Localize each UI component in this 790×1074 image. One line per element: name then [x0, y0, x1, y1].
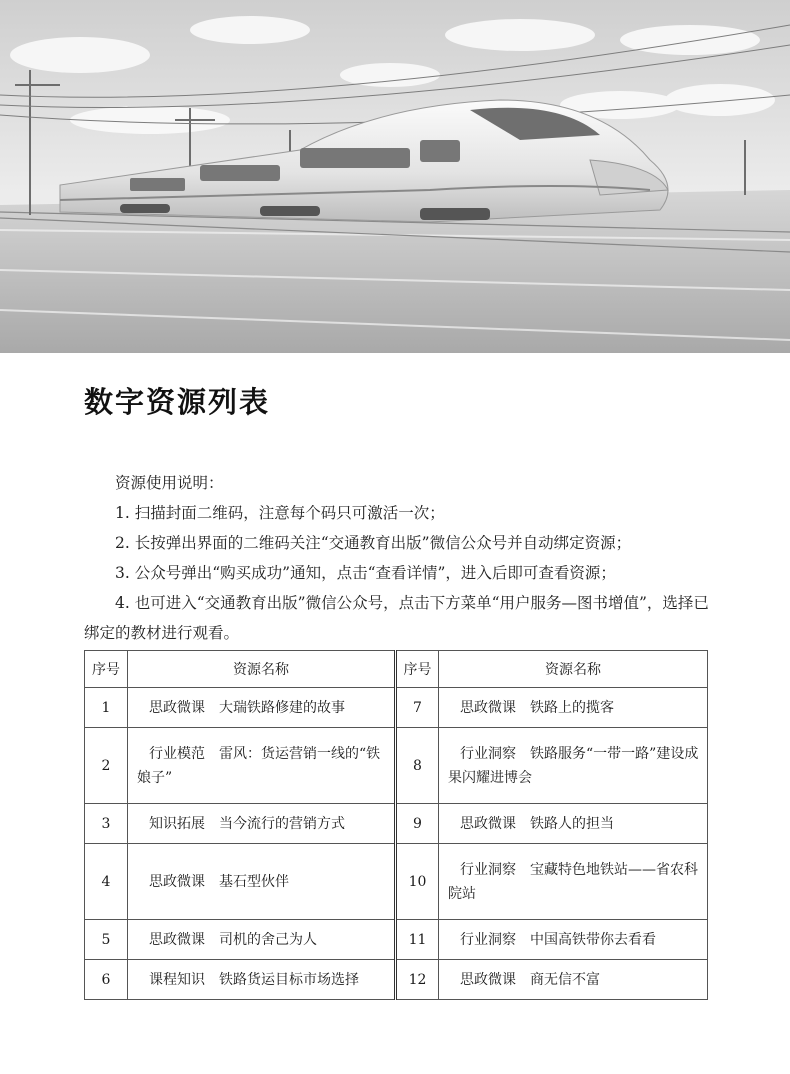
resource-category: 思政微课: [460, 815, 516, 832]
table-row: [85, 960, 708, 1000]
resource-category: 行业洞察: [460, 745, 516, 762]
table-row: [85, 920, 708, 960]
resource-title: 大瑞铁路修建的故事: [219, 699, 345, 716]
resource-title: 铁路货运目标市场选择: [219, 971, 359, 988]
resource-category: 行业洞察: [460, 861, 516, 878]
cover-photo: [0, 0, 790, 353]
resource-category: 思政微课: [460, 699, 516, 716]
row-number: 4: [85, 844, 128, 920]
resource-name[interactable]: [439, 960, 708, 1000]
instruction-step: 4. 也可进入“交通教育出版”微信公众号，点击下方菜单“用户服务—图书增值”，选择已绑定的教材进行观看。: [84, 594, 709, 642]
resource-name[interactable]: [128, 688, 396, 728]
resource-title: 铁路服务“一带一路”建设成果闪耀进博会: [448, 745, 699, 786]
resource-category: 行业模范: [149, 745, 205, 762]
row-number: 3: [85, 804, 128, 844]
instruction-step: 3. 公众号弹出“购买成功”通知，点击“查看详情”，进入后即可查看资源；: [115, 564, 616, 582]
table-row: [85, 728, 708, 804]
row-number: 12: [396, 960, 439, 1000]
row-number: 5: [85, 920, 128, 960]
high-speed-train-illustration: [0, 0, 790, 353]
row-number: 11: [396, 920, 439, 960]
row-number: 2: [85, 728, 128, 804]
resource-name[interactable]: [439, 844, 708, 920]
resource-name[interactable]: [128, 728, 396, 804]
resource-name[interactable]: [439, 804, 708, 844]
resource-category: 思政微课: [149, 699, 205, 716]
table-header-row: [85, 651, 708, 688]
resource-category: 思政微课: [149, 873, 205, 890]
instructions-intro: 资源使用说明：: [115, 474, 224, 492]
row-number: 7: [396, 688, 439, 728]
col-header-name: 资源名称: [128, 651, 396, 688]
row-number: 9: [396, 804, 439, 844]
col-header-name: 资源名称: [439, 651, 708, 688]
resource-name[interactable]: [128, 804, 396, 844]
resource-name[interactable]: [439, 688, 708, 728]
resource-category: 课程知识: [149, 971, 205, 988]
resource-title: 宝藏特色地铁站——省农科院站: [448, 861, 698, 902]
resource-title: 商无信不富: [530, 971, 600, 988]
resource-title: 铁路上的揽客: [530, 699, 614, 716]
resource-name[interactable]: [128, 960, 396, 1000]
usage-instructions: [84, 468, 709, 648]
col-header-no: 序号: [85, 651, 128, 688]
resource-name[interactable]: [439, 728, 708, 804]
row-number: 1: [85, 688, 128, 728]
table-row: [85, 844, 708, 920]
row-number: 6: [85, 960, 128, 1000]
resource-name[interactable]: [439, 920, 708, 960]
resource-category: 思政微课: [460, 971, 516, 988]
resource-title: 铁路人的担当: [530, 815, 614, 832]
page-title: 数字资源列表: [84, 385, 271, 419]
resource-category: 知识拓展: [149, 815, 205, 832]
resource-title: 当今流行的营销方式: [219, 815, 345, 832]
row-number: 8: [396, 728, 439, 804]
instruction-step: 1. 扫描封面二维码，注意每个码只可激活一次；: [115, 504, 445, 522]
resource-category: 行业洞察: [460, 931, 516, 948]
resource-title: 基石型伙伴: [219, 873, 289, 890]
resource-name[interactable]: [128, 844, 396, 920]
table-row: [85, 688, 708, 728]
row-number: 10: [396, 844, 439, 920]
col-header-no: 序号: [396, 651, 439, 688]
resource-table: [84, 650, 708, 1000]
resource-title: 中国高铁带你去看看: [530, 931, 656, 948]
resource-title: 雷风：货运营销一线的“铁娘子”: [137, 745, 381, 786]
resource-title: 司机的舍己为人: [219, 931, 317, 948]
instruction-step: 2. 长按弹出界面的二维码关注“交通教育出版”微信公众号并自动绑定资源；: [115, 534, 632, 552]
resource-name[interactable]: [128, 920, 396, 960]
table-row: [85, 804, 708, 844]
resource-category: 思政微课: [149, 931, 205, 948]
